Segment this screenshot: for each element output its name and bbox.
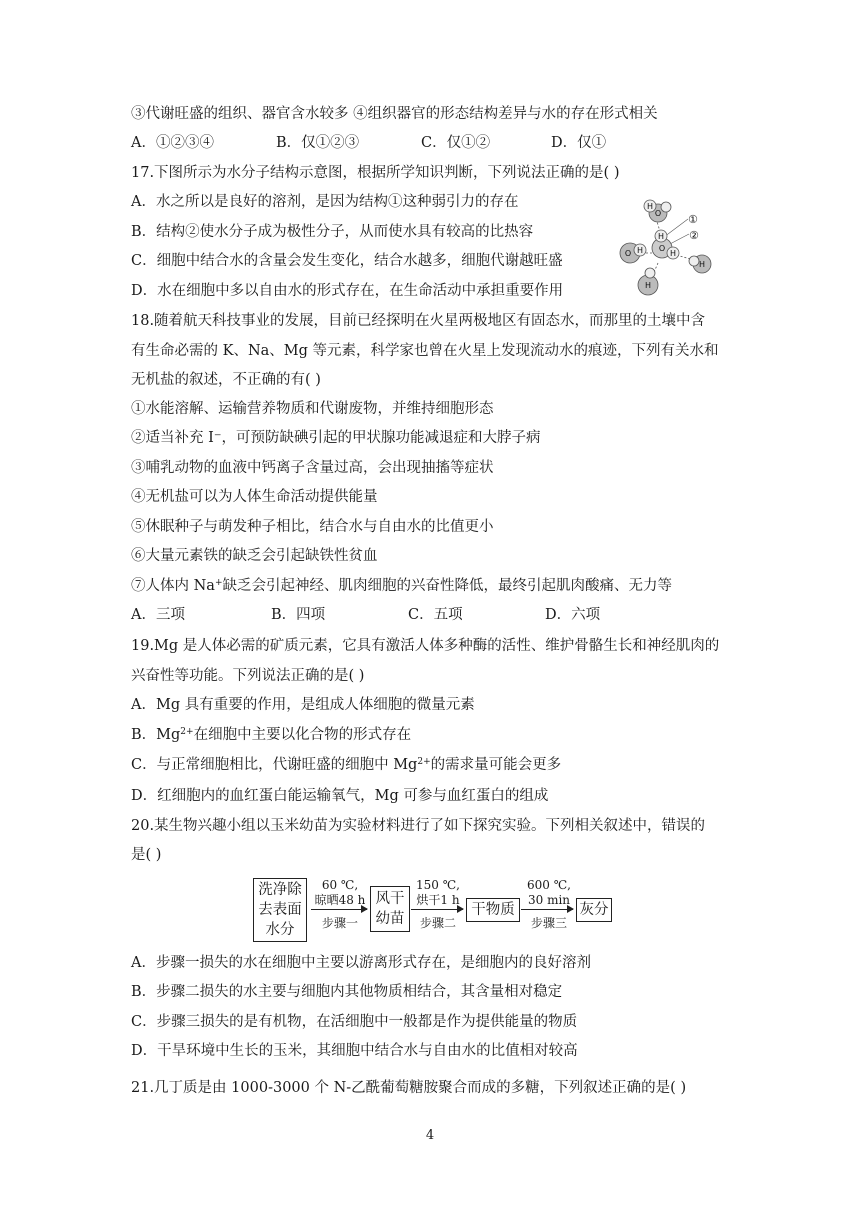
q18-item-1: ①水能溶解、运输营养物质和代谢废物，并维持细胞形态 (131, 401, 494, 417)
arrow-step3 (521, 909, 573, 910)
q20-option-c: C．步骤三损失的是有机物，在活细胞中一般都是作为提供能量的物质 (131, 1014, 578, 1030)
svg-text:H: H (657, 232, 665, 241)
flow-box-dry-matter: 干物质 (466, 898, 520, 922)
q19-stem-line2: 兴奋性等功能。下列说法正确的是( ) (131, 668, 365, 684)
q19-stem-line1: 19.Mg 是人体必需的矿质元素，它具有激活人体多种酶的活性、维护骨骼生长和神经肌肉的 (131, 638, 720, 654)
svg-text:H: H (646, 202, 654, 211)
structure-label-1: ① (688, 213, 698, 226)
step2-condition: 烘干1 h (416, 893, 460, 907)
step2-label: 步骤二 (419, 916, 456, 930)
experiment-flowchart (253, 876, 613, 946)
q17-option-b: B．结构②使水分子成为极性分子，从而使水具有较高的比热容 (131, 224, 534, 240)
page-number: 4 (425, 1128, 435, 1143)
q18-option-b: B．四项 (271, 607, 326, 623)
q20-option-b: B．步骤二损失的水主要与细胞内其他物质相结合，其含量相对稳定 (131, 984, 563, 1000)
q16-option-a: A．①②③④ (131, 135, 214, 151)
step3-temp: 600 ℃, (527, 878, 571, 892)
q21-stem: 21.几丁质是由 1000-3000 个 N-乙酰葡萄糖胺聚合而成的多糖，下列叙述正确的是( ) (131, 1080, 687, 1096)
q18-item-7: ⑦人体内 Na+缺乏会引起神经、肌肉细胞的兴奋性降低，最终引起肌肉酸痛、无力等 (131, 578, 672, 594)
q18-item-5: ⑤休眠种子与萌发种子相比，结合水与自由水的比值更小 (131, 519, 494, 535)
q19-option-b: B．$Mg^{2+}$在细胞中主要以化合物的形式存在 (131, 727, 412, 743)
svg-text:O: O (624, 249, 632, 258)
q20-stem-line2: 是( ) (131, 847, 162, 863)
q19-option-a: A．Mg 具有重要的作用，是组成人体细胞的微量元素 (131, 697, 475, 713)
step1-condition: 晾晒48 h (314, 893, 366, 907)
q19-option-c: C．与正常细胞相比，代谢旺盛的细胞中 $Mg^{2+}$的需求量可能会更多 (131, 757, 562, 773)
flow-box-ash: 灰分 (576, 898, 612, 922)
step1-temp: 60 ℃, (321, 878, 359, 892)
flow-box-wash: 洗净除 去表面 水分 (253, 878, 307, 942)
q17-option-d: D．水在细胞中多以自由水的形式存在，在生命活动中承担重要作用 (131, 283, 564, 299)
arrow-step2 (411, 909, 463, 910)
q18-option-d: D．六项 (545, 607, 601, 623)
q20-option-a: A．步骤一损失的水在细胞中主要以游离形式存在，是细胞内的良好溶剂 (131, 955, 591, 971)
q18-item-2: ②适当补充 I⁻，可预防缺碘引起的甲状腺功能减退症和大脖子病 (131, 430, 541, 446)
q18-option-a: A．三项 (131, 607, 185, 623)
q18-item-3: ③哺乳动物的血液中钙离子含量过高，会出现抽搐等症状 (131, 460, 494, 476)
q18-stem-line1: 18.随着航天科技事业的发展，目前已经探明在火星两极地区有固态水，而那里的土壤中含 (131, 313, 706, 329)
q16-option-c: C．仅①② (421, 135, 491, 151)
q20-stem-line1: 20.某生物兴趣小组以玉米幼苗为实验材料进行了如下探究实验。下列相关叙述中，错误的 (131, 818, 706, 834)
svg-text:O: O (654, 209, 662, 218)
q18-stem-line3: 无机盐的叙述，不正确的有( ) (131, 372, 321, 388)
structure-label-2: ② (689, 229, 699, 242)
q16-option-d: D．仅① (551, 135, 607, 151)
step3-label: 步骤三 (530, 916, 567, 930)
q17-stem: 17.下图所示为水分子结构示意图，根据所学知识判断，下列说法正确的是( ) (131, 165, 620, 181)
q17-option-c: C．细胞中结合水的含量会发生变化，结合水越多，细胞代谢越旺盛 (131, 253, 563, 269)
q17-option-a: A．水之所以是良好的溶剂，是因为结构①这种弱引力的存在 (131, 194, 519, 210)
q16-statement-3-4: ③代谢旺盛的组织、器官含水较多 ④组织器官的形态结构差异与水的存在形式相关 (131, 106, 658, 122)
svg-text:H: H (698, 260, 706, 269)
svg-text:H: H (669, 249, 677, 258)
q18-item-4: ④无机盐可以为人体生命活动提供能量 (131, 489, 378, 505)
step1-label: 步骤一 (321, 916, 358, 930)
q18-option-c: C．五项 (408, 607, 463, 623)
svg-text:H: H (644, 281, 652, 290)
water-molecule-diagram (606, 193, 726, 303)
step2-temp: 150 ℃, (416, 878, 460, 892)
q18-stem-line2: 有生命必需的 K、Na、Mg 等元素，科学家也曾在火星上发现流动水的痕迹，下列有关水和 (131, 343, 719, 359)
arrow-step1 (311, 909, 367, 910)
q20-option-d: D．干旱环境中生长的玉米，其细胞中结合水与自由水的比值相对较高 (131, 1043, 578, 1059)
svg-text:H: H (636, 246, 644, 255)
flow-box-dried-seedling: 风干 幼苗 (370, 886, 410, 932)
q19-option-d: D．红细胞内的血红蛋白能运输氧气，Mg 可参与血红蛋白的组成 (131, 788, 549, 804)
step3-condition: 30 min (527, 893, 571, 907)
svg-text:O: O (658, 244, 666, 253)
q18-item-6: ⑥大量元素铁的缺乏会引起缺铁性贫血 (131, 548, 378, 564)
q16-option-b: B．仅①②③ (276, 135, 360, 151)
